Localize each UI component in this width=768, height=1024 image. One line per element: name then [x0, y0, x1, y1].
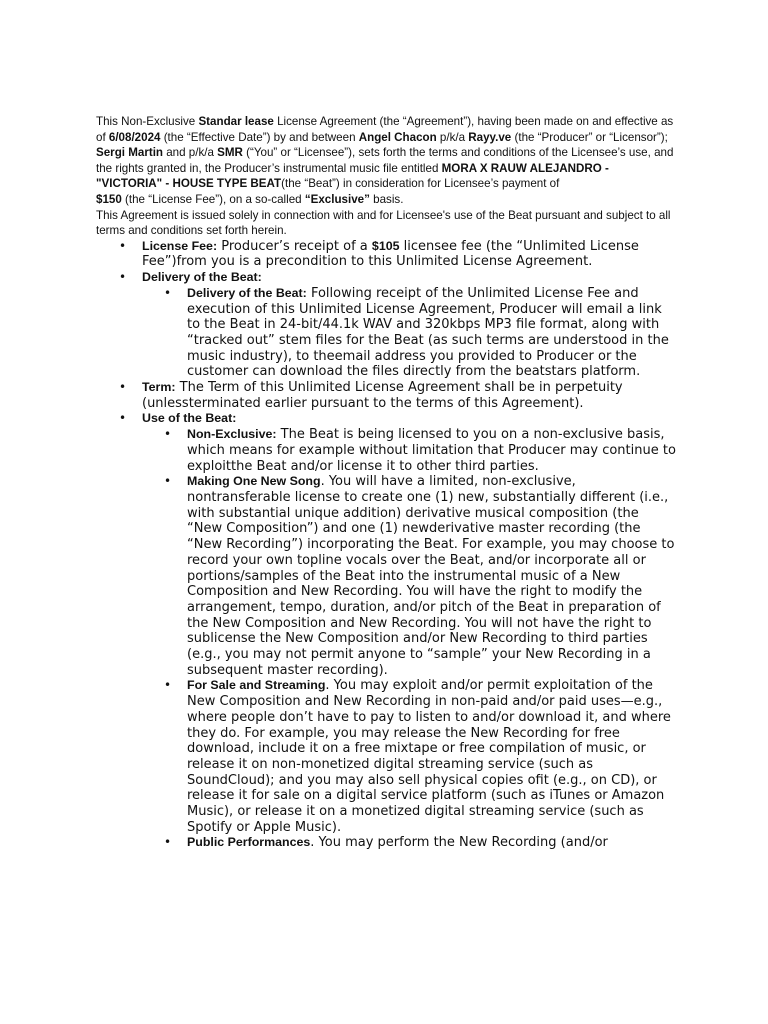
bold-text: “Exclusive”	[304, 192, 370, 206]
text-run: This Non-Exclusive	[96, 115, 199, 128]
bullet-marker: •	[164, 285, 172, 300]
text-run: (“You” or “Licensee”), sets forth the terms and conditions of the Licensee’s use, and the rights granted in, the Producer’s instrumental music file entitled	[96, 146, 674, 175]
sub-clause-item	[96, 678, 676, 835]
bullet-marker: •	[164, 427, 172, 442]
text-run: licensee fee (the “Unlimited License Fee”)from you is a precondition to this Unlimited License Agreement.	[142, 238, 639, 270]
clause-item	[96, 239, 676, 270]
document-page	[96, 114, 676, 851]
bold-text: Angel Chacon	[358, 130, 437, 144]
text-run: Producer’s receipt of a	[217, 238, 372, 254]
clause-list	[96, 239, 676, 851]
bold-text: Non-Exclusive:	[187, 427, 277, 442]
text-run: . You will have a limited, non-exclusive, nontransferable license to create one (1) new, substantially different (i.e., with substantial unique addition) derivative musical composition (the “New Composition”) and one (1) newderivative master recording (the “New Recording”) incorporating the Beat. For example, you may choose to record your own topline vocals over the Beat, and/or incorporate all or portions/samples of the Beat into the instrumental music of a New Composition and New Recording. You will have the right to modify the arrangement, tempo, duration, and/or pitch of the Beat in preparation of the New Composition and New Recording. You will not have the right to sublicense the New Composition and/or New Recording to third parties (e.g., you may not permit anyone to “sample” your New Recording in a subsequent master recording).	[187, 474, 675, 678]
clause-item	[96, 380, 676, 411]
clause-item	[96, 270, 676, 286]
text-run: (the “Producer” or “Licensor”);	[511, 130, 668, 144]
bold-text: Delivery of the Beat:	[142, 270, 262, 285]
bold-text: Delivery of the Beat:	[187, 285, 307, 300]
bold-text: SMR	[217, 146, 243, 160]
text-run: . You may exploit and/or permit exploitation of the New Composition and New Recording in non-paid and/or paid uses—e.g., where people don’t have to pay to listen to and/or download it, and where they do. For example, you may release the New Recording for free download, include it on a free mixtape or free compilation of music, or release it on non-monetized digital streaming service (such as SoundCloud); and you may also sell physical copies ofit (e.g., on CD), or release it for sale on a digital service platform (such as iTunes or Amazon Music), or release it on a monetized digital streaming service (such as Spotify or Apple Music).	[187, 678, 671, 835]
bullet-marker: •	[119, 270, 127, 285]
bullet-marker: •	[164, 474, 172, 489]
text-run: (the “Beat”) in consideration for Licensee’s payment of	[281, 177, 560, 191]
bold-text: Making One New Song	[187, 474, 321, 489]
bold-text: Rayy.ve	[468, 130, 512, 144]
bold-text: $150	[96, 192, 122, 206]
text-run: The Term of this Unlimited License Agreement shall be in perpetuity (unlessterminated earlier pursuant to the terms of this Agreement).	[142, 380, 623, 411]
bold-text: $105	[371, 238, 400, 253]
bold-text: Standar lease	[198, 115, 274, 128]
bullet-marker: •	[119, 238, 127, 253]
bold-text: License Fee:	[142, 238, 218, 253]
text-run: (the “Effective Date”) by and between	[160, 130, 359, 144]
intro-paragraph	[96, 192, 676, 208]
bullet-marker: •	[164, 835, 172, 850]
bold-text: Term:	[142, 380, 176, 395]
sub-clause-item	[96, 835, 676, 851]
sub-clause-item	[96, 474, 676, 678]
text-run: . You may perform the New Recording (and/or	[310, 835, 608, 851]
clause-item	[96, 411, 676, 427]
bold-text: 6/08/2024	[108, 130, 161, 144]
text-run: This Agreement is issued solely in connection with and for Licensee's use of the Beat pursuant and subject to all terms and conditions set forth herein.	[96, 208, 671, 238]
text-run: License Agreement (the “Agreement”), having been made on and effective as of	[96, 115, 674, 144]
bullet-marker: •	[164, 678, 172, 693]
sub-clause-item	[96, 427, 676, 474]
sub-clause-item	[96, 286, 676, 380]
bold-text: Sergi Martin	[96, 146, 163, 160]
bold-text: For Sale and Streaming	[187, 678, 326, 693]
text-run: (the “License Fee”), on a so-called	[121, 192, 305, 206]
text-run: basis.	[369, 192, 404, 206]
text-run: p/k/a	[436, 130, 469, 144]
bullet-marker: •	[119, 411, 127, 426]
intro-paragraph	[96, 114, 676, 192]
bold-text: Use of the Beat:	[142, 411, 237, 426]
text-run: The Beat is being licensed to you on a non-exclusive basis, which means for example without limitation that Producer may continue to exploitthe Beat and/or license it to other third parties.	[187, 427, 676, 474]
agreement-intro	[96, 114, 676, 239]
bold-text: Public Performances	[187, 835, 311, 850]
text-run: Following receipt of the Unlimited License Fee and execution of this Unlimited License Agreement, Producer will email a link to the Beat in 24-bit/44.1k WAV and 320kbps MP3 file format, along with “tracked out” stem files for the Beat (as such terms are understood in the music industry), to theemail address you provided to Producer or the customer can download the files directly from the beatstars platform.	[187, 285, 669, 380]
bullet-marker: •	[119, 380, 127, 395]
bold-text: MORA X RAUW ALEJANDRO - "VICTORIA" - HOUSE TYPE BEAT	[96, 161, 609, 191]
intro-paragraph	[96, 208, 676, 239]
text-run: and p/k/a	[163, 146, 218, 160]
